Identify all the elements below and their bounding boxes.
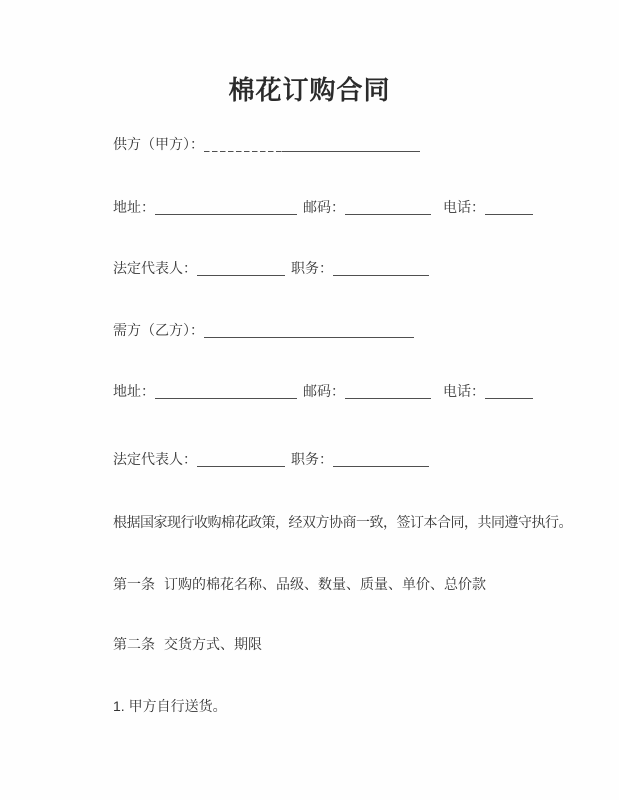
buyer-phone-blank [485,384,533,399]
supplier-postcode-blank [345,200,431,215]
buyer-legal-rep-label: 法定代表人： [113,451,197,467]
supplier-phone-label: 电话： [443,199,485,215]
article-1-title: 订购的棉花名称、品级、数量、质量、单价、总价款 [164,576,486,592]
buyer-party-label: 需方（乙方）： [113,322,204,338]
article-2-heading [113,634,262,654]
buyer-legal-rep-blank [197,452,285,467]
article-2-title: 交货方式、期限 [164,636,262,652]
buyer-party-line [113,320,414,340]
article-1-heading [113,574,486,594]
supplier-postcode-label: 邮码： [303,199,345,215]
document-title: 棉花订购合同 [228,75,391,105]
supplier-name-blank-dashed [204,138,282,152]
supplier-name-blank [282,137,420,152]
article-2-number: 第二条 [113,636,155,652]
supplier-party-label: 供方（甲方）： [113,136,204,152]
supplier-address-blank [155,200,297,215]
buyer-postcode-blank [345,384,431,399]
supplier-address-label: 地址： [113,199,155,215]
supplier-phone-blank [485,200,533,215]
buyer-position-blank [333,452,429,467]
article-1-number: 第一条 [113,576,155,592]
buyer-address-line [113,381,533,401]
supplier-position-blank [333,261,429,276]
buyer-phone-label: 电话： [443,383,485,399]
buyer-address-label: 地址： [113,383,155,399]
buyer-address-blank [155,384,297,399]
buyer-postcode-label: 邮码： [303,383,345,399]
supplier-position-label: 职务： [291,260,333,276]
supplier-legal-rep-line [113,258,429,278]
buyer-name-blank [204,323,414,338]
supplier-party-line [113,134,420,154]
preamble-text: 根据国家现行收购棉花政策，经双方协商一致，签订本合同，共同遵守执行。 [113,514,572,530]
supplier-legal-rep-blank [197,261,285,276]
clause-1-text: 1. 甲方自行送货。 [113,698,227,714]
supplier-address-line [113,197,533,217]
buyer-position-label: 职务： [291,451,333,467]
supplier-legal-rep-label: 法定代表人： [113,260,197,276]
buyer-legal-rep-line [113,449,429,469]
